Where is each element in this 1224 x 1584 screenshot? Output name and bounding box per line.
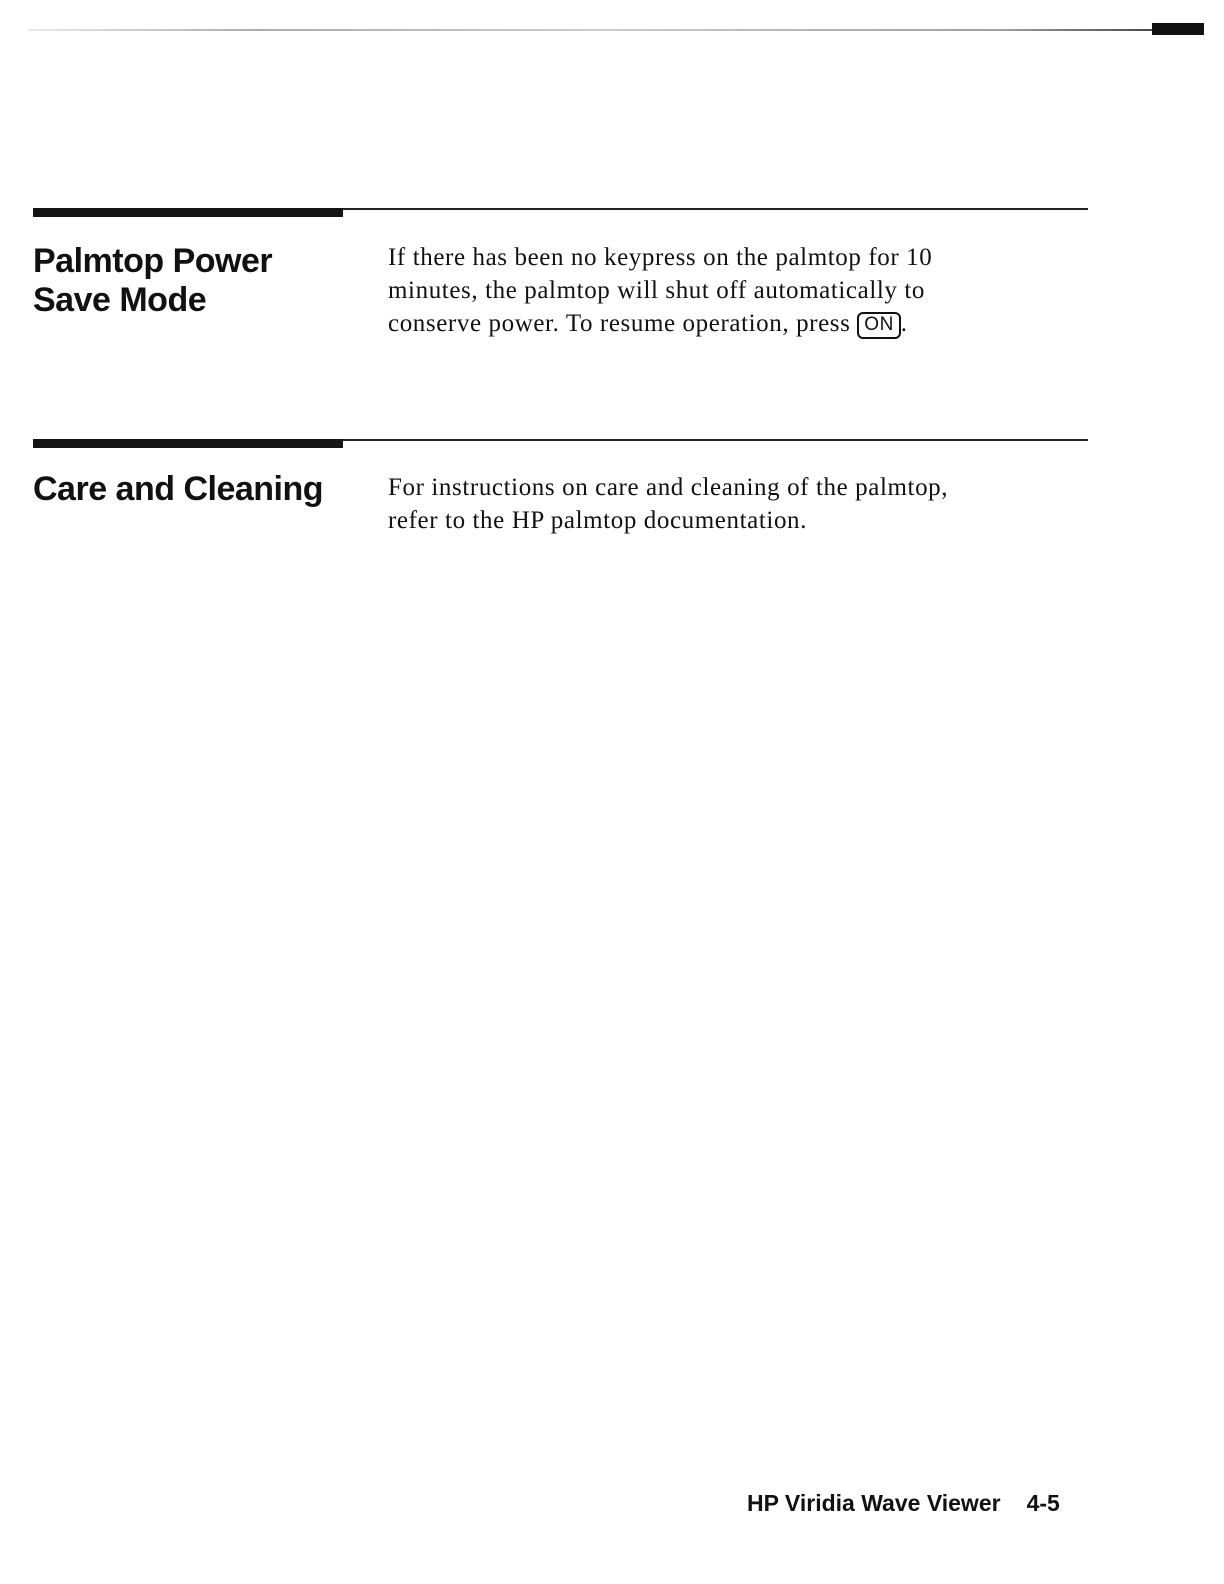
body-line: For instructions on care and cleaning of the palmtop, xyxy=(388,474,949,501)
heading-line: Palmtop Power xyxy=(33,242,273,280)
section-heading xyxy=(33,470,373,509)
footer-title: HP Viridia Wave Viewer xyxy=(747,1490,1001,1516)
section-body xyxy=(388,241,1088,340)
section-power-save xyxy=(33,208,1088,337)
page-footer xyxy=(747,1488,1060,1518)
section-body xyxy=(388,471,1088,537)
section-care-cleaning xyxy=(33,439,1088,534)
section-heading xyxy=(33,242,373,320)
section-rule xyxy=(33,208,1088,218)
section-rule xyxy=(33,439,1088,449)
scan-edge xyxy=(28,23,1204,35)
body-line: If there has been no keypress on the palmtop for 10 xyxy=(388,244,933,271)
body-line: conserve power. To resume operation, press xyxy=(388,310,858,337)
heading-line: Save Mode xyxy=(33,281,207,319)
on-key-cap: ON xyxy=(857,312,901,339)
rule-thick-bar xyxy=(33,439,343,448)
body-punctuation: . xyxy=(900,310,908,337)
rule-thick-bar xyxy=(33,208,343,217)
scan-edge-line xyxy=(28,29,1174,31)
heading-line: Care and Cleaning xyxy=(33,470,324,508)
body-line: minutes, the palmtop will shut off automatically to xyxy=(388,277,926,304)
page-number: 4-5 xyxy=(1026,1490,1060,1516)
body-line: refer to the HP palmtop documentation. xyxy=(388,507,807,534)
scan-edge-block xyxy=(1152,23,1204,35)
